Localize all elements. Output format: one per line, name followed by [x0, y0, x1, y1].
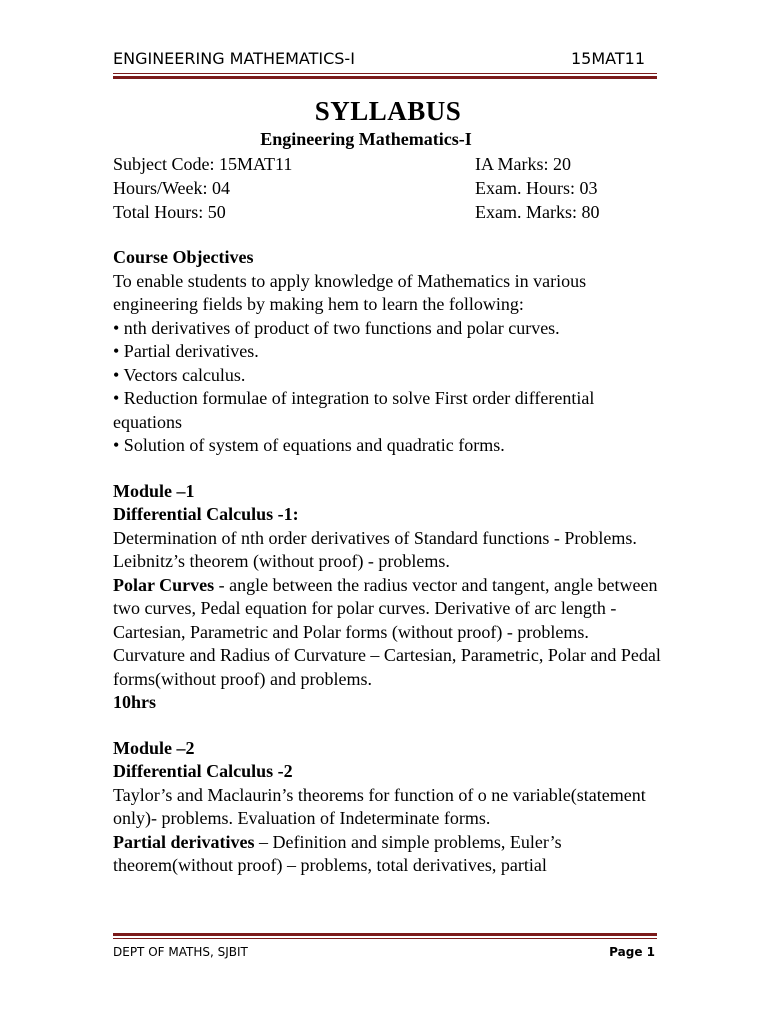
hours-per-week: Hours/Week: 04: [113, 178, 231, 198]
footer-rule-thick: [113, 933, 657, 936]
objectives-intro: To enable students to apply knowledge of Mathematics in various engineering fields by making hem to learn the following:: [113, 270, 587, 314]
page-subtitle: Engineering Mathematics-I: [260, 129, 472, 149]
module-2-heading: Module –2: [113, 737, 195, 758]
objectives-heading: Course Objectives: [113, 247, 254, 267]
page-body: [113, 96, 663, 878]
objective-item: • nth derivatives of product of two functions and polar curves.: [113, 317, 560, 338]
spacer: [113, 224, 663, 246]
partial-derivatives-text: – Definition and simple problems, Euler’s theorem(without proof) – problems, total derivatives, partial: [113, 831, 562, 875]
module-1-polar-curves: [113, 574, 663, 692]
header-course-code: 15MAT11: [571, 49, 645, 68]
objective-item: • Partial derivatives.: [113, 341, 259, 361]
page-title: SYLLABUS: [314, 96, 462, 126]
subject-code: Subject Code: 15MAT11: [113, 154, 293, 174]
module-1-heading: Module –1: [113, 480, 195, 501]
spacer: [113, 715, 663, 737]
exam-marks: Exam. Marks: 80: [475, 202, 600, 222]
ia-marks: IA Marks: 20: [475, 154, 571, 174]
polar-curves-label: Polar Curves: [113, 574, 215, 595]
total-hours: Total Hours: 50: [113, 202, 226, 222]
objective-item: • Reduction formulae of integration to solve First order differential equations: [113, 388, 595, 432]
objective-item: • Solution of system of equations and quadratic forms.: [113, 435, 505, 455]
details-row: [113, 152, 663, 176]
details-row: [113, 200, 663, 224]
footer-rule-thin: [113, 938, 657, 939]
footer-department: DEPT OF MATHS, SJBIT: [113, 945, 248, 959]
page-number: Page 1: [609, 945, 655, 959]
objective-item: • Vectors calculus.: [113, 364, 246, 385]
running-footer: [113, 944, 657, 960]
exam-hours: Exam. Hours: 03: [475, 178, 598, 198]
module-1-topic: Differential Calculus -1:: [113, 504, 299, 524]
module-1-description: Determination of nth order derivatives of Standard functions - Problems. Leibnitz’s theorem (without proof) - problems.: [113, 527, 637, 571]
spacer: [113, 458, 663, 480]
running-header: [113, 49, 657, 69]
details-row: [113, 176, 663, 200]
partial-derivatives-label: Partial derivatives: [113, 831, 255, 852]
module-2-partial-derivatives: [113, 831, 663, 878]
polar-curves-text: - angle between the radius vector and tangent, angle between two curves, Pedal equation for polar curves. Derivative of arc length - Cartesian, Parametric and Polar forms (without proof) - problems. Curvature and Radius of Curvature – Cartesian, Parametric, Polar and Pedal forms(without proof) and problems.: [113, 574, 661, 689]
module-1-hours: 10hrs: [113, 692, 157, 712]
header-rule-thin: [113, 73, 657, 74]
module-2-topic: Differential Calculus -2: [113, 761, 293, 781]
header-title: ENGINEERING MATHEMATICS-I: [113, 49, 355, 68]
subject-details: [113, 152, 663, 224]
module-2-description: Taylor’s and Maclaurin’s theorems for function of o ne variable(statement only)- problems. Evaluation of Indeterminate forms.: [113, 784, 646, 828]
header-rule-thick: [113, 76, 657, 79]
